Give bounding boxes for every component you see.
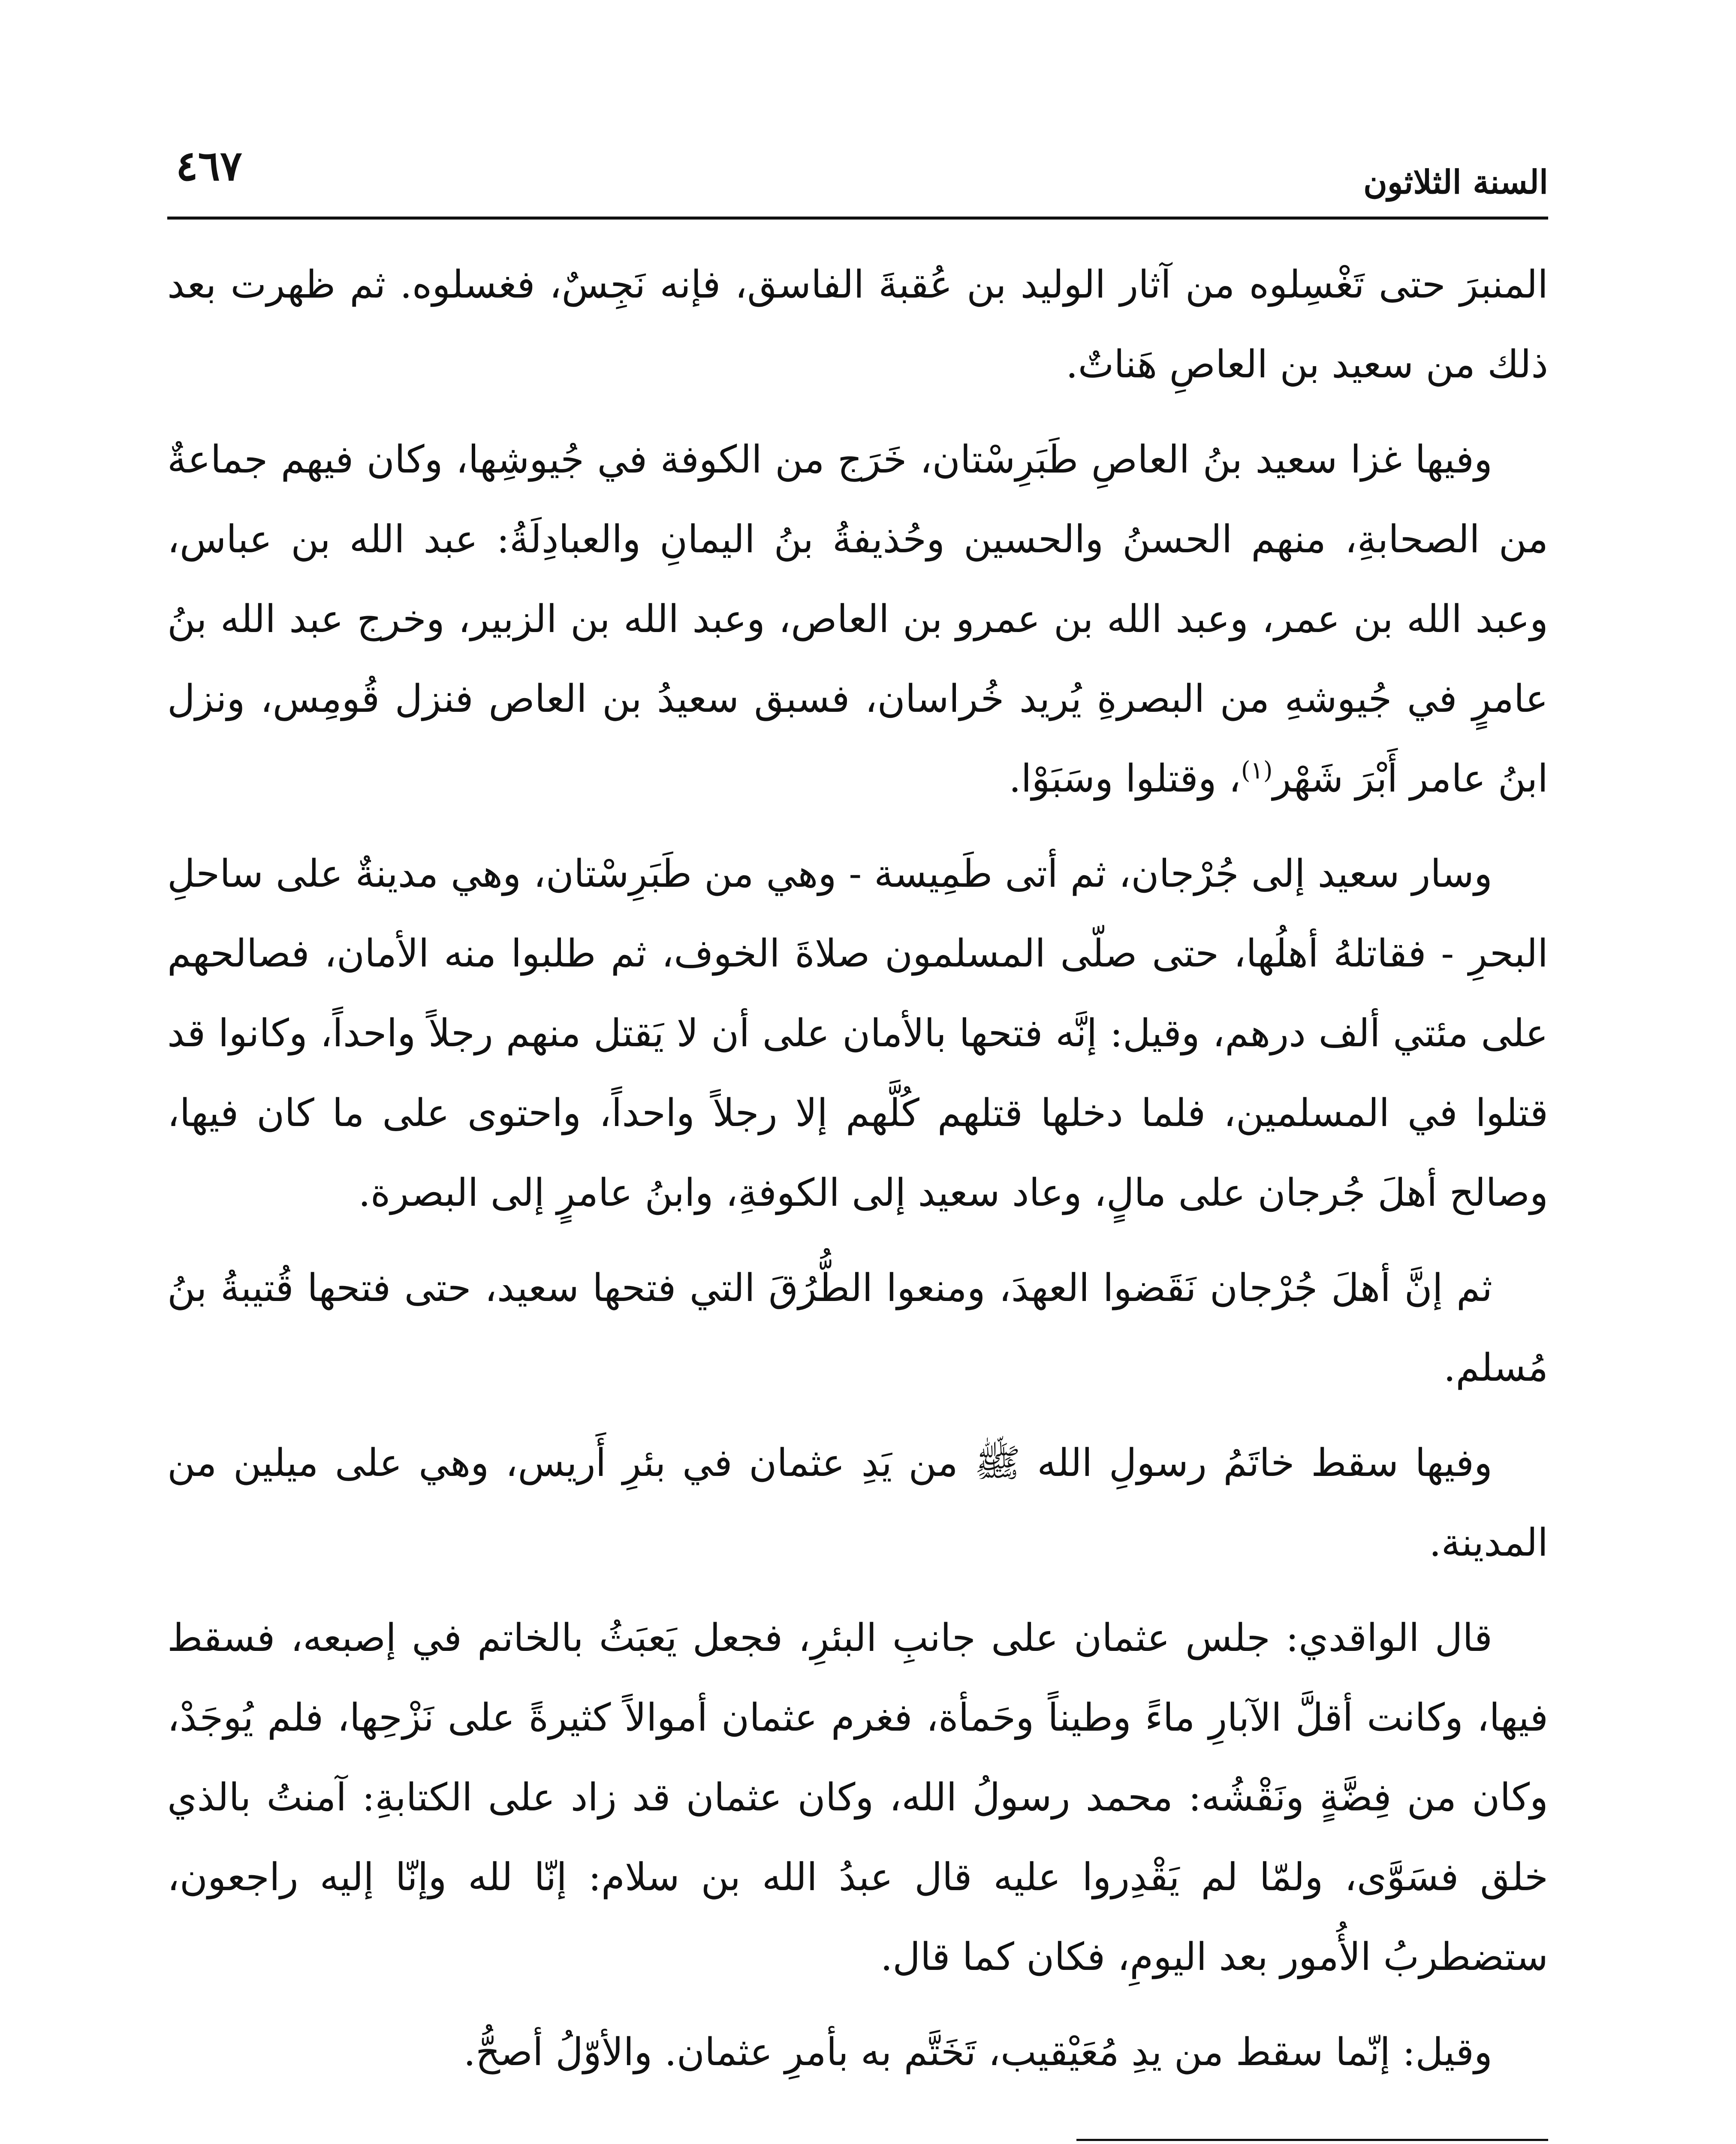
header-rule bbox=[167, 217, 1548, 220]
paragraph-2-text: وفيها غزا سعيد بنُ العاصِ طَبَرِسْتان، خَرَج من الكوفة في جُيوشِها، وكان فيهم جماعةٌ من الصحابةِ، منهم الحسنُ والحسين وحُذيفةُ بنُ اليمانِ والعبادِلَةُ: عبد الله بن عباس، وعبد الله بن عمر، وعبد الله بن عمرو بن العاص، وعبد الله بن الزبير، وخرج عبد الله بنُ عامرٍ في جُيوشهِ من البصرةِ يُريد خُراسان، فسبق سعيدُ بن العاص فنزل قُومِس، ونزل ابنُ عامر أَبْرَ شَهْر bbox=[167, 437, 1548, 801]
paragraph-7: وقيل: إنّما سقط من يدِ مُعَيْقيب، تَخَتَّم به بأمرِ عثمان. والأوّلُ أصحُّ. bbox=[463, 2030, 1492, 2074]
paragraph-6: قال الواقدي: جلس عثمان على جانبِ البئرِ، فجعل يَعبَثُ بالخاتم في إصبعه، فسقط فيها، وكانت أقلَّ الآبارِ ماءً وطيناً وحَمأة، فغرم عثمان أموالاً كثيرةً على نَزْحِها، فلم يُوجَدْ، وكان من فِضَّةٍ ونَقْشُه: محمد رسولُ الله، وكان عثمان قد زاد على الكتابةِ: آمنتُ بالذي خلق فسَوَّى، ولمّا لم يَقْدِروا عليه قال عبدُ الله بن سلام: إنّا لله وإنّا إليه راجعون، ستضطربُ الأُمور بعد اليومِ، فكان كما قال. bbox=[167, 1615, 1548, 1979]
running-title: السنة الثلاثون bbox=[1363, 163, 1548, 201]
page-number: ٤٦٧ bbox=[176, 142, 242, 190]
paragraph-5: وفيها سقط خاتَمُ رسولِ الله ﷺ من يَدِ عثمان في بئرِ أَريس، وهي على ميلين من المدينة. bbox=[167, 1440, 1548, 1565]
body-text bbox=[167, 244, 1548, 2092]
paragraph-4: ثم إنَّ أهلَ جُرْجان نَقَضوا العهدَ، ومنعوا الطُّرُقَ التي فتحها سعيد، حتى فتحها قُتيبةُ بنُ مُسلم. bbox=[167, 1265, 1548, 1390]
book-page bbox=[167, 129, 1548, 2144]
paragraph-2 bbox=[167, 419, 1548, 818]
paragraph-1: المنبرَ حتى تَغْسِلوه من آثار الوليد بن عُقبةَ الفاسق، فإنه نَجِسٌ، فغسلوه. ثم ظهرت بعد ذلك من سعيد بن العاصِ هَناتٌ. bbox=[167, 262, 1548, 386]
footnote-reference: (١) bbox=[1241, 756, 1273, 785]
footnote-rule bbox=[1076, 2139, 1548, 2141]
paragraph-2-end: ، وقتلوا وسَبَوْا. bbox=[1009, 756, 1241, 801]
page-header bbox=[167, 129, 1548, 227]
paragraph-3: وسار سعيد إلى جُرْجان، ثم أتى طَمِيسة - وهي من طَبَرِسْتان، وهي مدينةٌ على ساحلِ البحرِ - فقاتلهُ أهلُها، حتى صلّى المسلمون صلاةَ الخوف، ثم طلبوا منه الأمان، فصالحهم على مئتي ألف درهم، وقيل: إنَّه فتحها بالأمان على أن لا يَقتل منهم رجلاً واحداً، وكانوا قد قتلوا في المسلمين، فلما دخلها قتلهم كُلَّهم إلا رجلاً واحداً، واحتوى على ما كان فيها، وصالح أهلَ جُرجان على مالٍ، وعاد سعيد إلى الكوفةِ، وابنُ عامرٍ إلى البصرة. bbox=[167, 851, 1548, 1215]
